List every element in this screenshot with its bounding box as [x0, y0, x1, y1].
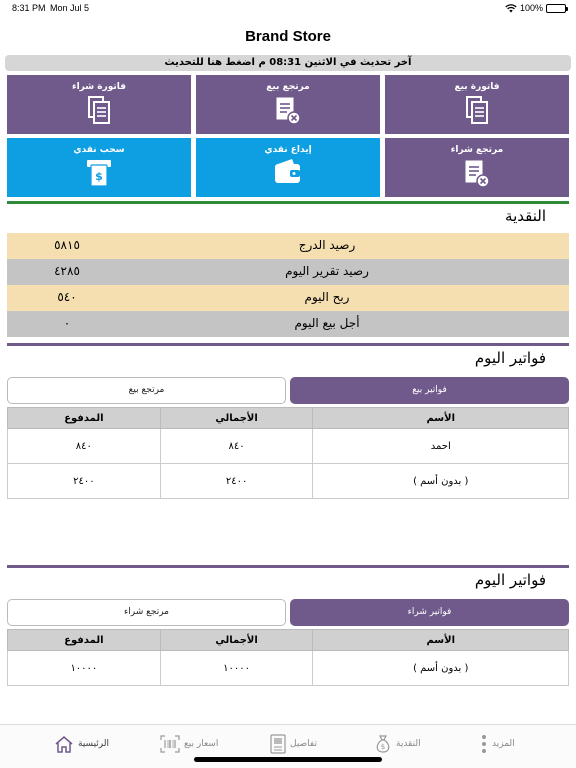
cash-row-value: ٥٨١٥ [54, 238, 80, 252]
tile-label: مرتجع بيع [266, 82, 310, 92]
tab-label: اسعار بيع [184, 739, 219, 749]
money-bag-icon [374, 734, 392, 754]
invoice-icon [465, 95, 489, 125]
tab-cash[interactable] [374, 733, 421, 755]
cash-row-value: ٠ [63, 316, 71, 330]
sales-invoices-table [7, 407, 569, 499]
table-header-row [8, 630, 569, 651]
details-icon [270, 734, 286, 754]
tab-purchase-returns[interactable]: مرتجع شراء [7, 599, 286, 626]
tile-label: إيداع نقدي [264, 145, 312, 155]
divider-purple [7, 565, 569, 568]
cell-total: ٢٤٠٠ [160, 464, 313, 499]
tab-sale-returns[interactable]: مرتجع بيع [7, 377, 286, 404]
purchase-segment-control [7, 599, 569, 626]
cash-row-label: ربح اليوم [304, 290, 350, 304]
cash-row-label: أجل بيع اليوم [294, 316, 360, 330]
cash-rows [7, 233, 569, 337]
purchase-section-title: فواتير اليوم [474, 571, 546, 589]
status-bar [0, 0, 576, 18]
barcode-icon [160, 735, 180, 753]
status-date: Mon Jul 5 [50, 3, 90, 13]
tab-label: المزيد [492, 739, 515, 749]
cash-row-value: ٤٢٨٥ [54, 264, 80, 278]
return-invoice-icon [462, 158, 492, 188]
cell-total: ١٠٠٠٠ [160, 651, 313, 686]
app-title: Brand Store [245, 28, 331, 45]
tab-label: تفاصيل [290, 739, 317, 749]
atm-withdraw-icon [86, 158, 112, 188]
tab-details[interactable] [270, 733, 317, 755]
tab-more[interactable] [480, 733, 515, 755]
cash-row [7, 259, 569, 285]
svg-text:$: $ [380, 743, 386, 751]
tab-home[interactable] [54, 733, 109, 755]
cell-name: ( بدون أسم ) [313, 464, 569, 499]
cash-row-label: رصيد تقرير اليوم [285, 264, 369, 278]
return-invoice-icon [273, 95, 303, 125]
tile-label: فاتورة شراء [71, 82, 127, 92]
table-header-row [8, 408, 569, 429]
tab-purchase-invoices[interactable]: فواتير شراء [290, 599, 569, 626]
tile-cash-deposit[interactable] [196, 138, 380, 197]
tile-purchase-invoice[interactable] [7, 75, 191, 134]
header-total: الأجمالي [160, 408, 313, 429]
cell-paid: ٨٤٠ [8, 429, 161, 464]
tab-label: النقدية [396, 739, 421, 749]
tile-purchase-return[interactable] [385, 138, 569, 197]
cell-paid: ٢٤٠٠ [8, 464, 161, 499]
invoice-icon [87, 95, 111, 125]
home-indicator[interactable] [194, 757, 382, 762]
tile-label: سحب نقدي [73, 145, 125, 155]
cell-total: ٨٤٠ [160, 429, 313, 464]
table-row[interactable] [8, 429, 569, 464]
wifi-icon [505, 4, 517, 13]
cash-row [7, 311, 569, 337]
svg-text:$: $ [95, 170, 103, 183]
cell-name: ( بدون أسم ) [313, 651, 569, 686]
wallet-icon [273, 158, 303, 186]
cash-section-title: النقدية [505, 207, 546, 225]
battery-icon [546, 4, 566, 13]
home-icon [54, 735, 74, 753]
tile-sale-return[interactable] [196, 75, 380, 134]
tile-label: مرتجع شراء [450, 145, 504, 155]
action-tiles [7, 75, 569, 197]
tab-label: الرئيسية [78, 739, 109, 749]
battery-percent: 100% [519, 3, 543, 13]
purchase-invoices-table [7, 629, 569, 686]
tab-sale-invoices[interactable]: فواتير بيع [290, 377, 569, 404]
tab-sale-prices[interactable] [160, 733, 218, 755]
sales-segment-control [7, 377, 569, 404]
more-icon [480, 734, 488, 754]
tile-cash-withdraw[interactable] [7, 138, 191, 197]
cash-row-value: ٥٤٠ [57, 290, 77, 304]
status-time: 8:31 PM [12, 3, 46, 13]
header-name: الأسم [313, 630, 569, 651]
tile-label: فاتورة بيع [454, 82, 500, 92]
status-right [505, 3, 566, 13]
table-row[interactable] [8, 464, 569, 499]
cash-row [7, 285, 569, 311]
cash-row [7, 233, 569, 259]
cell-name: احمد [313, 429, 569, 464]
divider-purple [7, 343, 569, 346]
divider-green [7, 201, 569, 204]
header-total: الأجمالي [160, 630, 313, 651]
sales-section-title: فواتير اليوم [474, 349, 546, 367]
header-paid: المدفوع [8, 630, 161, 651]
header-name: الأسم [313, 408, 569, 429]
table-row[interactable] [8, 651, 569, 686]
cell-paid: ١٠٠٠٠ [8, 651, 161, 686]
tile-sale-invoice[interactable] [385, 75, 569, 134]
cash-row-label: رصيد الدرج [298, 238, 356, 252]
update-button[interactable]: آخر تحديث في الاثنين 08:31 م اضغط هنا للتحديث [5, 55, 571, 71]
header-paid: المدفوع [8, 408, 161, 429]
